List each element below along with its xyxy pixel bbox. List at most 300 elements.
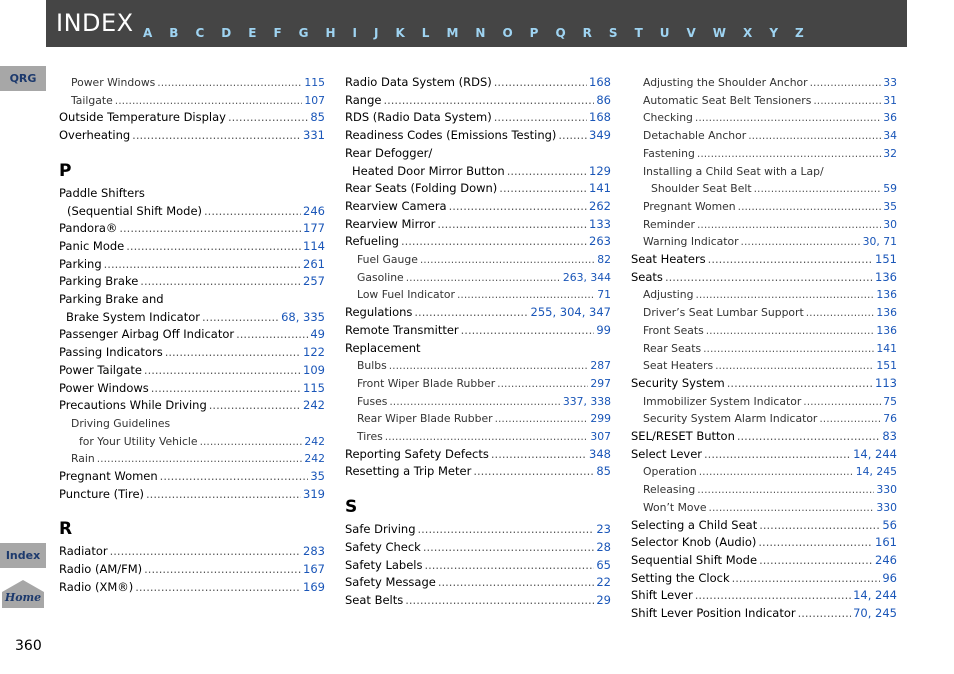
- entry-label: Shift Lever: [631, 588, 693, 603]
- letter-link-u[interactable]: U: [659, 26, 670, 40]
- index-entry: [631, 198, 897, 216]
- page-link[interactable]: 141: [876, 341, 897, 355]
- entry-label: Installing a Child Seat with a Lap/: [643, 164, 824, 178]
- page-link[interactable]: 71: [597, 288, 611, 302]
- entry-label: Passing Indicators: [59, 345, 163, 360]
- page-link[interactable]: 337, 338: [562, 394, 611, 408]
- dot-leader: [697, 216, 881, 234]
- page-link[interactable]: 141: [589, 181, 611, 196]
- page-link[interactable]: 136: [876, 306, 897, 320]
- letter-link-a[interactable]: A: [143, 26, 153, 40]
- dot-leader: [140, 273, 301, 291]
- dot-leader: [126, 238, 301, 256]
- page-link[interactable]: 349: [589, 128, 611, 143]
- entry-label: Sequential Shift Mode: [631, 552, 758, 567]
- dot-leader: [209, 397, 301, 415]
- page-link[interactable]: 96: [882, 570, 897, 585]
- index-entry: [631, 463, 897, 481]
- index-entry: [345, 410, 611, 428]
- section-heading: R: [59, 519, 73, 540]
- index-entry: [345, 286, 611, 304]
- page-link[interactable]: 319: [303, 486, 325, 501]
- page-link[interactable]: 65: [596, 557, 611, 572]
- letter-link-z[interactable]: Z: [795, 26, 804, 40]
- dot-leader: [704, 446, 851, 464]
- dot-leader: [806, 304, 875, 322]
- dot-leader: [703, 340, 874, 358]
- entry-label: Replacement: [345, 340, 421, 355]
- entry-label: Remote Transmitter: [345, 322, 459, 337]
- index-entry: [631, 587, 897, 605]
- letter-link-p[interactable]: P: [529, 26, 539, 40]
- dot-leader: [798, 605, 852, 623]
- index-entry: [345, 557, 611, 575]
- dot-leader: [115, 92, 303, 110]
- page-link[interactable]: 330: [876, 483, 897, 497]
- dot-leader: [401, 233, 587, 251]
- dot-leader: [200, 433, 303, 451]
- letter-link-r[interactable]: R: [582, 26, 592, 40]
- entry-label: Fuses: [357, 394, 388, 408]
- index-entry: [345, 233, 611, 251]
- index-entry: [631, 233, 897, 251]
- dot-leader: [418, 521, 595, 539]
- dot-leader: [228, 109, 308, 127]
- page-link[interactable]: 151: [876, 359, 897, 373]
- dot-leader: [695, 587, 851, 605]
- entry-label: Bulbs: [357, 359, 387, 373]
- page-link[interactable]: 177: [303, 221, 325, 236]
- page-link[interactable]: 122: [303, 345, 325, 360]
- page-link[interactable]: 35: [310, 469, 325, 484]
- entry-label: Panic Mode: [59, 238, 125, 253]
- page-link[interactable]: 86: [596, 92, 611, 107]
- letter-link-k[interactable]: K: [395, 26, 405, 40]
- page-link[interactable]: 115: [303, 380, 325, 395]
- page-link[interactable]: 331: [303, 128, 325, 143]
- index-entry: [631, 251, 897, 269]
- entry-label: Checking: [643, 111, 693, 125]
- index-entry: [59, 185, 325, 203]
- entry-label: Heated Door Mirror Button: [352, 163, 505, 178]
- page-link[interactable]: 49: [310, 327, 325, 342]
- entry-label: Regulations: [345, 305, 413, 320]
- index-entry: [345, 322, 611, 340]
- dot-leader: [727, 375, 873, 393]
- page-link[interactable]: 30: [883, 217, 897, 231]
- letter-link-m[interactable]: M: [446, 26, 459, 40]
- dot-leader: [406, 269, 561, 287]
- page-link[interactable]: 287: [590, 359, 611, 373]
- index-entry: [631, 127, 897, 145]
- page-link[interactable]: 330: [876, 500, 897, 514]
- entry-label: Rearview Camera: [345, 198, 447, 213]
- entry-label: Front Wiper Blade Rubber: [357, 376, 496, 390]
- dot-leader: [405, 592, 594, 610]
- index-entry: [59, 561, 325, 579]
- dot-leader: [157, 74, 302, 92]
- page-link[interactable]: 14, 244: [853, 588, 897, 603]
- entry-label: for Your Utility Vehicle: [79, 434, 198, 448]
- entry-label: Puncture (Tire): [59, 486, 145, 501]
- letter-link-l[interactable]: L: [421, 26, 430, 40]
- dot-leader: [110, 543, 301, 561]
- index-entry: [631, 269, 897, 287]
- letter-link-f[interactable]: F: [273, 26, 282, 40]
- index-entry: [59, 415, 325, 433]
- entry-label: Select Lever: [631, 446, 703, 461]
- dot-leader: [449, 198, 587, 216]
- dot-leader: [119, 220, 301, 238]
- index-entry: [345, 375, 611, 393]
- index-entry: [631, 375, 897, 393]
- entry-label: Radiator: [59, 544, 108, 559]
- page-link[interactable]: 23: [596, 522, 611, 537]
- entry-label: Adjusting: [643, 288, 694, 302]
- dot-leader: [706, 322, 875, 340]
- index-entry: [345, 180, 611, 198]
- page-link[interactable]: 161: [875, 535, 897, 550]
- page-link[interactable]: 113: [875, 375, 897, 390]
- page-link[interactable]: 263: [589, 234, 611, 249]
- index-entry: [345, 393, 611, 411]
- page-link[interactable]: 133: [589, 216, 611, 231]
- entry-label: Rear Seats: [643, 341, 702, 355]
- dot-leader: [748, 127, 881, 145]
- index-entry: [345, 304, 611, 322]
- entry-label: Paddle Shifters: [59, 185, 145, 200]
- page-link[interactable]: 263, 344: [562, 270, 611, 284]
- letter-link-o[interactable]: O: [502, 26, 513, 40]
- entry-label: RDS (Radio Data System): [345, 110, 492, 125]
- index-entry: [631, 145, 897, 163]
- dot-leader: [491, 446, 587, 464]
- index-entry: [59, 380, 325, 398]
- alphabet-nav: [143, 22, 821, 41]
- dot-leader: [697, 481, 874, 499]
- dot-leader: [695, 286, 874, 304]
- page-link[interactable]: 307: [590, 430, 611, 444]
- entry-label: Radio (AM/FM): [59, 562, 143, 577]
- index-entry: [345, 357, 611, 375]
- page-link[interactable]: 14, 244: [853, 446, 897, 461]
- index-entry: [631, 304, 897, 322]
- index-entry: [345, 574, 611, 592]
- entry-label: Automatic Seat Belt Tensioners: [643, 93, 812, 107]
- letter-link-h[interactable]: H: [325, 26, 336, 40]
- dot-leader: [741, 233, 861, 251]
- dot-leader: [420, 251, 595, 269]
- index-entry: [59, 362, 325, 380]
- dot-leader: [204, 203, 301, 221]
- page-link[interactable]: 242: [303, 398, 325, 413]
- page-link[interactable]: 99: [596, 322, 611, 337]
- dot-leader: [389, 357, 589, 375]
- page-link[interactable]: 59: [883, 182, 897, 196]
- page-link[interactable]: 28: [596, 539, 611, 554]
- letter-link-s[interactable]: S: [608, 26, 618, 40]
- entry-label: Immobilizer System Indicator: [643, 394, 802, 408]
- index-entry: [631, 605, 897, 623]
- index-entry: [59, 291, 325, 309]
- index-entry: [59, 486, 325, 504]
- index-entry: [59, 273, 325, 291]
- page-link[interactable]: 167: [303, 562, 325, 577]
- index-entry: [631, 322, 897, 340]
- entry-label: Brake System Indicator: [66, 309, 201, 324]
- page-link[interactable]: 82: [597, 253, 611, 267]
- index-entry: [59, 220, 325, 238]
- letter-link-c[interactable]: C: [195, 26, 205, 40]
- index-entry: [59, 203, 325, 221]
- page-link[interactable]: 283: [303, 544, 325, 559]
- letter-link-g[interactable]: G: [298, 26, 309, 40]
- index-column-3: [631, 74, 897, 623]
- letter-link-x[interactable]: X: [743, 26, 753, 40]
- dot-leader: [759, 552, 873, 570]
- index-entry: [631, 570, 897, 588]
- index-entry: [345, 340, 611, 358]
- entry-label: Seat Heaters: [631, 252, 706, 267]
- index-entry: [59, 309, 325, 327]
- dot-leader: [414, 304, 528, 322]
- letter-link-t[interactable]: T: [634, 26, 643, 40]
- page-link[interactable]: 151: [875, 252, 897, 267]
- index-entry: [345, 163, 611, 181]
- dot-leader: [146, 486, 301, 504]
- letter-link-d[interactable]: D: [221, 26, 232, 40]
- letter-link-e[interactable]: E: [248, 26, 257, 40]
- page-link[interactable]: 136: [876, 288, 897, 302]
- page-link[interactable]: 29: [596, 592, 611, 607]
- dot-leader: [495, 410, 589, 428]
- letter-link-w[interactable]: W: [712, 26, 727, 40]
- entry-label: Parking Brake and: [59, 292, 164, 307]
- entry-label: Parking Brake: [59, 274, 139, 289]
- dot-leader: [708, 251, 873, 269]
- index-entry: [631, 92, 897, 110]
- qrg-tab[interactable]: QRG: [0, 66, 46, 91]
- entry-label: Rear Seats (Folding Down): [345, 181, 498, 196]
- index-entry: [345, 109, 611, 127]
- page-link[interactable]: 261: [303, 256, 325, 271]
- index-entry: [345, 74, 611, 92]
- index-entry: [631, 393, 897, 411]
- dot-leader: [507, 163, 587, 181]
- page-link[interactable]: 242: [304, 434, 325, 448]
- page-link[interactable]: 30, 71: [862, 235, 897, 249]
- index-entry: [631, 446, 897, 464]
- index-tab[interactable]: Index: [0, 543, 46, 568]
- dot-leader: [236, 326, 308, 344]
- page-link[interactable]: 299: [590, 412, 611, 426]
- page-link[interactable]: 22: [596, 575, 611, 590]
- home-tab[interactable]: [0, 578, 46, 610]
- dot-leader: [385, 428, 589, 446]
- page-link[interactable]: 246: [875, 552, 897, 567]
- page-link[interactable]: 136: [876, 323, 897, 337]
- page-link[interactable]: 35: [883, 199, 897, 213]
- entry-label: (Sequential Shift Mode): [67, 203, 203, 218]
- page-link[interactable]: 70, 245: [853, 606, 897, 621]
- index-entry: [345, 521, 611, 539]
- dot-leader: [810, 74, 882, 92]
- dot-leader: [754, 180, 882, 198]
- page-link[interactable]: 115: [304, 76, 325, 89]
- dot-leader: [738, 198, 882, 216]
- page-link[interactable]: 297: [590, 376, 611, 390]
- page-link[interactable]: 348: [589, 446, 611, 461]
- page-link[interactable]: 34: [883, 129, 897, 143]
- entry-label: Seat Belts: [345, 592, 404, 607]
- dot-leader: [132, 127, 301, 145]
- page-link[interactable]: 14, 245: [855, 465, 897, 479]
- entry-label: Radio Data System (RDS): [345, 75, 492, 89]
- dot-leader: [737, 428, 880, 446]
- page-link[interactable]: 76: [883, 412, 897, 426]
- dot-leader: [558, 127, 587, 145]
- dot-leader: [437, 216, 587, 234]
- page-link[interactable]: 33: [883, 76, 897, 89]
- index-entry: [59, 433, 325, 451]
- entry-label: Selecting a Child Seat: [631, 517, 758, 532]
- page-link[interactable]: 169: [303, 579, 325, 594]
- index-entry: [59, 326, 325, 344]
- page-link[interactable]: 31: [883, 93, 897, 107]
- entry-label: Selector Knob (Audio): [631, 535, 757, 550]
- entry-label: Outside Temperature Display: [59, 110, 226, 125]
- dot-leader: [438, 574, 595, 592]
- index-entry: [345, 127, 611, 145]
- index-entry: [345, 428, 611, 446]
- letter-link-v[interactable]: V: [686, 26, 696, 40]
- page-link[interactable]: 168: [589, 110, 611, 125]
- letter-link-y[interactable]: Y: [769, 26, 779, 40]
- page-link[interactable]: 68, 335: [281, 309, 325, 324]
- entry-label: Rearview Mirror: [345, 216, 436, 231]
- index-entry: [631, 481, 897, 499]
- index-entry: [631, 534, 897, 552]
- letter-link-b[interactable]: B: [169, 26, 179, 40]
- dot-leader: [715, 357, 874, 375]
- dot-leader: [383, 92, 594, 110]
- entry-label: Seat Heaters: [643, 359, 714, 373]
- index-column-2: [345, 74, 611, 610]
- index-entry: [59, 127, 325, 145]
- dot-leader: [819, 410, 881, 428]
- dot-leader: [709, 499, 875, 517]
- index-entry: [631, 552, 897, 570]
- page-link[interactable]: 168: [589, 75, 611, 89]
- page-link[interactable]: 83: [882, 429, 897, 444]
- page-link[interactable]: 56: [882, 517, 897, 532]
- entry-label: Warning Indicator: [643, 235, 739, 249]
- entry-label: Security System: [631, 375, 725, 390]
- page-link[interactable]: 75: [883, 394, 897, 408]
- entry-label: Shoulder Seat Belt: [651, 182, 752, 196]
- entry-label: Gasoline: [357, 270, 404, 284]
- page-link[interactable]: 257: [303, 274, 325, 289]
- index-entry: [631, 109, 897, 127]
- entry-label: Safety Labels: [345, 557, 423, 572]
- letter-link-n[interactable]: N: [475, 26, 486, 40]
- page-link[interactable]: 36: [883, 111, 897, 125]
- entry-label: Detachable Anchor: [643, 129, 747, 143]
- dot-leader: [424, 557, 594, 575]
- page-link[interactable]: 85: [310, 110, 325, 125]
- page-link[interactable]: 114: [303, 238, 325, 253]
- entry-label: Resetting a Trip Meter: [345, 464, 472, 479]
- dot-leader: [461, 322, 595, 340]
- page-link[interactable]: 32: [883, 146, 897, 160]
- entry-label: Readiness Codes (Emissions Testing): [345, 128, 557, 143]
- entry-label: Rain: [71, 452, 95, 466]
- entry-label: Pregnant Women: [643, 199, 736, 213]
- entry-label: Fastening: [643, 146, 695, 160]
- entry-label: Pregnant Women: [59, 469, 158, 484]
- letter-link-q[interactable]: Q: [555, 26, 566, 40]
- entry-label: Safe Driving: [345, 522, 416, 537]
- page-link[interactable]: 136: [875, 269, 897, 284]
- index-entry: [59, 397, 325, 415]
- page-number: 360: [15, 638, 42, 654]
- section-heading: S: [345, 497, 358, 518]
- letter-link-i[interactable]: I: [352, 26, 358, 40]
- dot-leader: [97, 450, 303, 468]
- page-link[interactable]: 107: [304, 93, 325, 107]
- entry-label: Security System Alarm Indicator: [643, 412, 818, 426]
- index-entry: [59, 92, 325, 110]
- entry-label: Radio (XM®): [59, 579, 134, 594]
- page-link[interactable]: 255, 304, 347: [530, 305, 611, 320]
- dot-leader: [151, 380, 301, 398]
- index-entry: [59, 344, 325, 362]
- entry-label: Safety Message: [345, 575, 436, 590]
- entry-label: Range: [345, 92, 382, 107]
- dot-leader: [473, 463, 594, 481]
- home-label: Home: [4, 591, 42, 604]
- dot-leader: [144, 362, 301, 380]
- entry-label: Driving Guidelines: [71, 416, 171, 430]
- entry-label: Passenger Airbag Off Indicator: [59, 327, 235, 342]
- index-entry: [345, 92, 611, 110]
- entry-label: Rear Wiper Blade Rubber: [357, 412, 493, 426]
- dot-leader: [494, 109, 587, 127]
- page-link[interactable]: 262: [589, 198, 611, 213]
- entry-label: Power Tailgate: [59, 362, 142, 377]
- dot-leader: [165, 344, 301, 362]
- index-entry: [345, 463, 611, 481]
- entry-label: Precautions While Driving: [59, 398, 207, 413]
- dot-leader: [160, 468, 309, 486]
- index-entry: [59, 109, 325, 127]
- letter-link-j[interactable]: J: [374, 26, 379, 40]
- page-link[interactable]: 246: [303, 203, 325, 218]
- page-link[interactable]: 109: [303, 362, 325, 377]
- index-entry: [345, 251, 611, 269]
- page-link[interactable]: 129: [589, 163, 611, 178]
- dot-leader: [104, 256, 301, 274]
- index-entry: [631, 517, 897, 535]
- index-entry: [631, 357, 897, 375]
- entry-label: Won’t Move: [643, 500, 707, 514]
- page-link[interactable]: 242: [304, 452, 325, 466]
- page-link[interactable]: 85: [596, 464, 611, 479]
- entry-label: Rear Defogger/: [345, 145, 433, 160]
- index-entry: [59, 74, 325, 92]
- index-header-bar: [46, 0, 907, 47]
- index-entry: [631, 216, 897, 234]
